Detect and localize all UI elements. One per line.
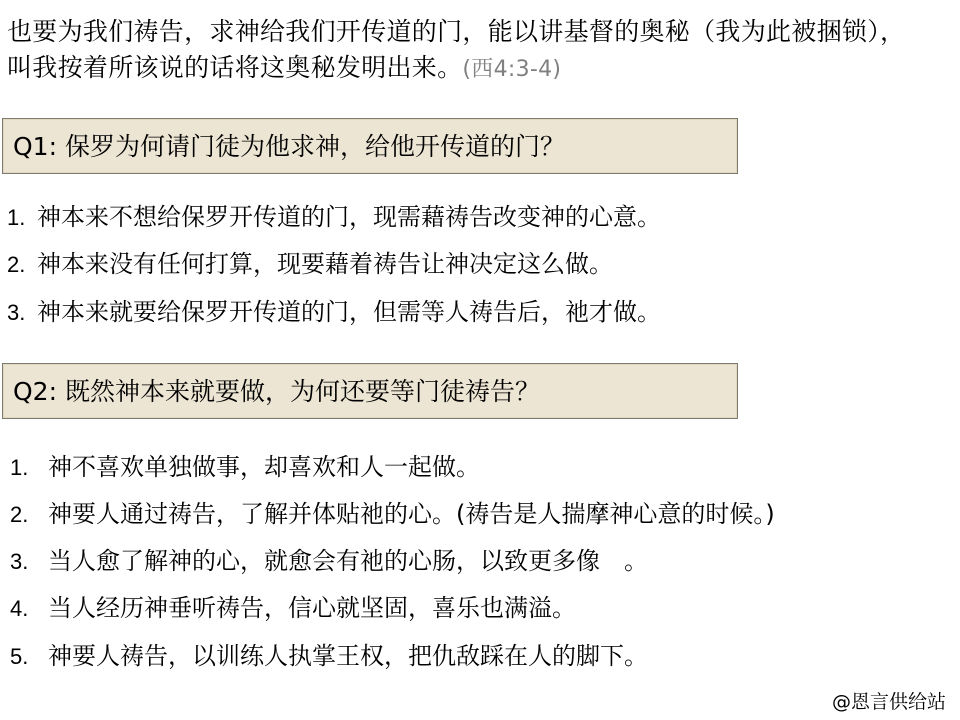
q1-answer-3 [7, 296, 661, 329]
q1-answer-3-number: 3. [7, 300, 26, 325]
scripture-verse [7, 14, 955, 88]
q2-answer-1-number: 1. [10, 455, 29, 480]
q2-answer-4 [10, 592, 576, 625]
question-1-box: Q1: 保罗为何请门徒为他求神，给他开传道的门？ [2, 118, 738, 174]
q1-answer-2-number: 2. [7, 252, 26, 277]
q2-answer-2-text: 神要人通过祷告，了解并体贴祂的心。(祷告是人揣摩神心意的时候。) [48, 500, 775, 528]
verse-line-2-text: 叫我按着所该说的话将这奥秘发明出来。 [7, 53, 463, 82]
q1-answer-1 [7, 201, 661, 234]
q2-answer-4-text: 当人经历神垂听祷告，信心就坚固，喜乐也满溢。 [48, 594, 576, 622]
verse-line-2 [7, 50, 955, 88]
q1-answer-3-text: 神本来就要给保罗开传道的门，但需等人祷告后，祂才做。 [37, 298, 661, 326]
q2-answer-2 [10, 498, 775, 531]
q2-answer-3 [10, 545, 648, 578]
q2-answer-4-number: 4. [10, 596, 29, 621]
verse-line-1: 也要为我们祷告，求神给我们开传道的门，能以讲基督的奥秘（我为此被捆锁）， [7, 17, 906, 46]
q2-answer-5-text: 神要人祷告，以训练人执掌王权，把仇敌踩在人的脚下。 [48, 642, 648, 670]
q2-answer-3-text: 当人愈了解神的心，就愈会有祂的心肠，以致更多像 。 [48, 547, 648, 575]
q2-answer-1 [10, 451, 480, 484]
q1-answer-2-text: 神本来没有任何打算，现要藉着祷告让神决定这么做。 [37, 250, 613, 278]
q2-answer-1-text: 神不喜欢单独做事，却喜欢和人一起做。 [48, 453, 480, 481]
q1-answer-2 [7, 248, 613, 281]
q2-answer-5-number: 5. [10, 644, 29, 669]
q2-answer-5 [10, 640, 648, 673]
question-2-box: Q2: 既然神本来就要做，为何还要等门徒祷告？ [2, 363, 738, 419]
watermark-credit: @恩言供给站 [831, 691, 946, 713]
q1-answer-1-number: 1. [7, 205, 26, 230]
q2-answer-2-number: 2. [10, 502, 29, 527]
verse-reference: (西4:3-4) [462, 57, 562, 82]
q1-answer-1-text: 神本来不想给保罗开传道的门，现需藉祷告改变神的心意。 [37, 203, 661, 231]
q2-answer-3-number: 3. [10, 549, 29, 574]
